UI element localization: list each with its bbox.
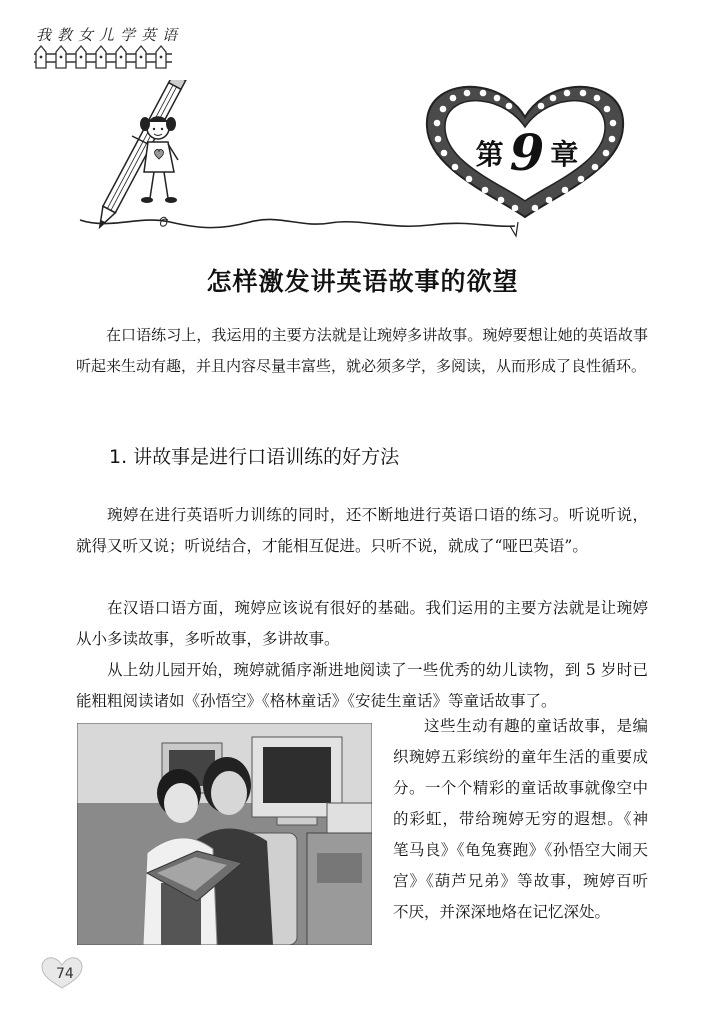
chapter-title: 怎样激发讲英语故事的欲望 — [206, 267, 519, 296]
section-heading: 1. 讲故事是进行口语训练的好方法 — [109, 446, 400, 468]
body-paragraph: 从上幼儿园开始，琬婷就循序渐进地阅读了一些优秀的幼儿读物，到 5 岁时已能粗粗阅读诸如《孙悟空》《格林童话》《安徒生童话》等童话故事了。 — [76, 661, 648, 710]
fence-decoration-icon — [32, 42, 177, 72]
body-paragraph: 琬婷在进行英语听力训练的同时，还不断地进行英语口语的练习。听说听说，就得又听又说；听说结合，才能相互促进。只听不说，就成了“哑巴英语”。 — [76, 506, 648, 555]
body-paragraph: 这些生动有趣的童话故事，是编织琬婷五彩缤纷的童年生活的重要成分。一个个精彩的童话故事就像空中的彩虹，带给琬婷无穷的遐想。《神笔马良》《龟兔赛跑》《孙悟空大闹天宫》《葫芦兄弟》等故事，琬婷百听不厌，并深深地烙在记忆深处。 — [393, 717, 648, 921]
body-paragraph: 在汉语口语方面，琬婷应该说有很好的基础。我们运用的主要方法就是让琬婷从小多读故事，多听故事，多讲故事。 — [76, 599, 648, 648]
page-number: 74 — [56, 966, 74, 982]
chapter-prefix: 第 — [475, 138, 504, 171]
chapter-number: 9 — [509, 123, 545, 182]
intro-paragraph: 在口语练习上，我运用的主要方法就是让琬婷多讲故事。琬婷要想让她的英语故事听起来生动有趣，并且内容尽量丰富些，就必须多学，多阅读，从而形成了良性循环。 — [76, 326, 648, 375]
series-title: 我教女儿学英语 — [36, 26, 184, 44]
mother-daughter-reading-photo — [77, 723, 372, 945]
chapter-suffix: 章 — [550, 138, 579, 171]
chapter-label — [462, 123, 592, 182]
